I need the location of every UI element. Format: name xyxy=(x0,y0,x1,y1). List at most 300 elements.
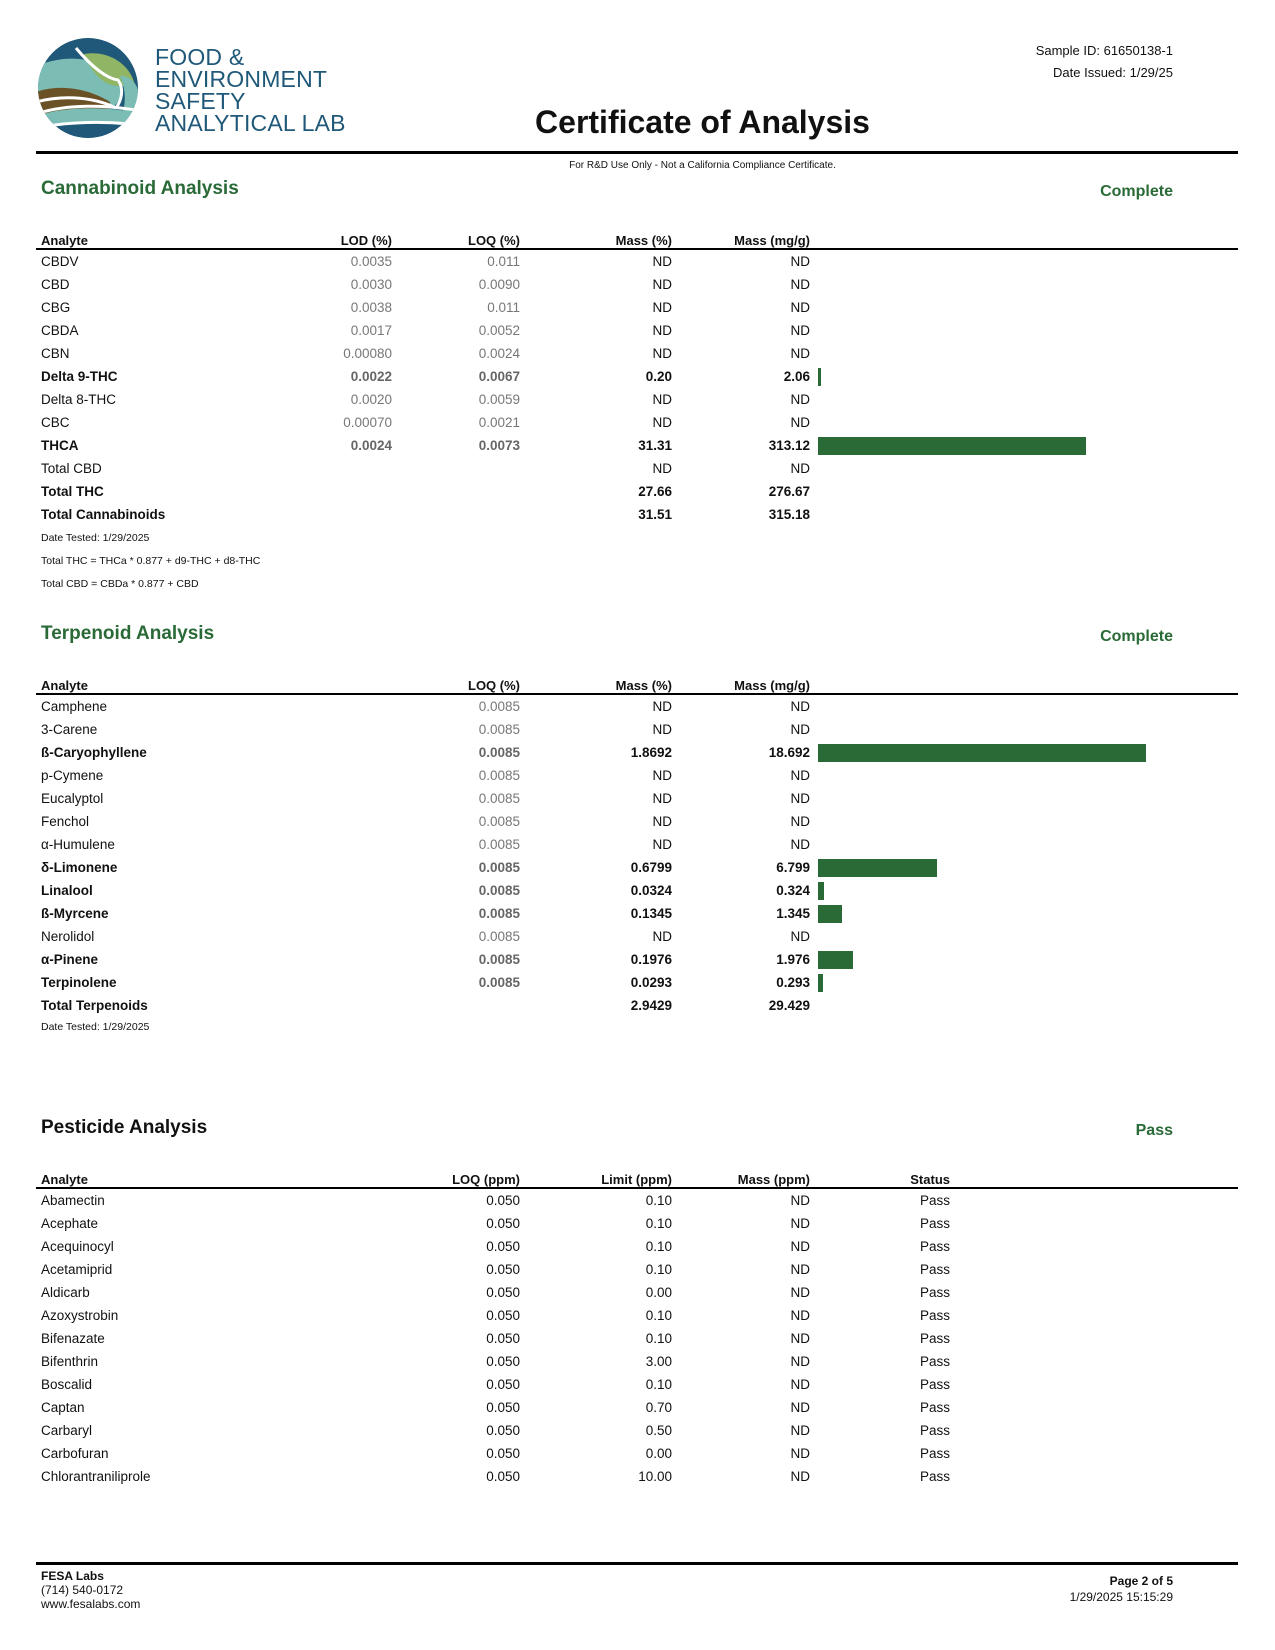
bar-cell xyxy=(810,833,1238,856)
pesticide-section-title: Pesticide Analysis xyxy=(41,1117,208,1138)
bar-cell xyxy=(810,273,1238,296)
table-cell: ND xyxy=(652,346,672,361)
logo-line: SAFETY xyxy=(155,88,246,114)
table-cell: ND xyxy=(652,277,672,292)
table-cell: 313.12 xyxy=(768,438,810,453)
table-cell: Pass xyxy=(919,1469,950,1484)
table-cell: Pass xyxy=(919,1285,950,1300)
footer-website: www.fesalabs.com xyxy=(41,1597,141,1611)
table-row xyxy=(36,787,1238,810)
table-cell: 0.050 xyxy=(486,1469,520,1484)
table-cell: Chlorantraniliprole xyxy=(41,1469,151,1484)
footer-divider xyxy=(36,1562,1238,1565)
table-cell: 0.1976 xyxy=(630,952,672,967)
table-row xyxy=(36,480,1238,503)
table-cell: Total Cannabinoids xyxy=(41,507,166,522)
col-header: Mass (mg/g) xyxy=(672,673,810,694)
table-cell: ND xyxy=(790,323,810,338)
bar-cell xyxy=(810,879,1238,902)
table-cell: 0.050 xyxy=(486,1423,520,1438)
table-cell: ND xyxy=(790,392,810,407)
footer-phone: (714) 540-0172 xyxy=(41,1583,124,1597)
table-cell: 6.799 xyxy=(776,860,810,875)
table-cell: Pass xyxy=(919,1239,950,1254)
table-cell: ND xyxy=(790,346,810,361)
table-row xyxy=(36,948,1238,971)
table-cell xyxy=(950,1212,1238,1235)
table-cell: ND xyxy=(790,461,810,476)
disclaimer: For R&D Use Only - Not a California Compliance Certificate. xyxy=(569,160,836,171)
table-cell: ND xyxy=(652,300,672,315)
table-cell: ND xyxy=(790,415,810,430)
table-row xyxy=(36,296,1238,319)
table-row xyxy=(36,1327,1238,1350)
footer-page-info xyxy=(1070,1573,1173,1605)
col-header: LOD (%) xyxy=(286,228,392,249)
table-cell: Carbofuran xyxy=(41,1446,109,1461)
table-cell: 10.00 xyxy=(638,1469,672,1484)
page-number: Page 2 of 5 xyxy=(1109,1574,1173,1588)
table-row xyxy=(36,319,1238,342)
table-cell: 0.293 xyxy=(776,975,810,990)
table-cell: ß-Myrcene xyxy=(41,906,109,921)
table-cell: 27.66 xyxy=(638,484,672,499)
table-cell xyxy=(392,480,520,503)
table-cell xyxy=(392,994,520,1017)
table-cell: 0.0038 xyxy=(350,300,392,315)
table-cell: 0.0024 xyxy=(478,346,520,361)
bar-cell xyxy=(810,994,1238,1017)
table-cell: Total THC xyxy=(41,484,104,499)
table-cell: Carbaryl xyxy=(41,1423,93,1438)
table-cell: 0.0059 xyxy=(478,392,520,407)
table-cell: 0.50 xyxy=(645,1423,672,1438)
table-row xyxy=(36,925,1238,948)
table-cell: ND xyxy=(790,1446,810,1461)
bar-cell xyxy=(810,411,1238,434)
mass-bar xyxy=(818,368,821,386)
table-cell: 0.6799 xyxy=(630,860,672,875)
table-cell: ND xyxy=(790,1331,810,1346)
col-header: Mass (%) xyxy=(520,228,672,249)
date-tested: Date Tested: 1/29/2025 xyxy=(41,532,150,544)
bar-cell xyxy=(810,810,1238,833)
table-cell: 0.0073 xyxy=(478,438,520,453)
table-cell: 0.0067 xyxy=(478,369,520,384)
table-cell: ND xyxy=(790,791,810,806)
table-row xyxy=(36,718,1238,741)
table-cell: 0.0085 xyxy=(478,768,520,783)
bar-cell xyxy=(810,925,1238,948)
table-cell: 0.0021 xyxy=(478,415,520,430)
table-cell: ND xyxy=(652,722,672,737)
table-cell: 0.0090 xyxy=(478,277,520,292)
table-cell xyxy=(950,1327,1238,1350)
table-cell: 0.050 xyxy=(486,1262,520,1277)
table-cell: 276.67 xyxy=(768,484,810,499)
table-cell: 29.429 xyxy=(768,998,810,1013)
table-cell: CBDV xyxy=(41,254,79,269)
table-cell: Pass xyxy=(919,1354,950,1369)
table-row xyxy=(36,856,1238,879)
table-cell xyxy=(286,503,392,526)
table-cell: ND xyxy=(652,392,672,407)
table-cell: 0.00 xyxy=(645,1446,672,1461)
table-cell: ND xyxy=(790,929,810,944)
table-cell: ND xyxy=(652,323,672,338)
table-row xyxy=(36,249,1238,273)
table-cell: 315.18 xyxy=(768,507,810,522)
table-cell xyxy=(950,1465,1238,1488)
table-cell: 3.00 xyxy=(645,1354,672,1369)
table-cell: 0.0324 xyxy=(630,883,672,898)
table-cell: CBD xyxy=(41,277,70,292)
bar-cell xyxy=(810,319,1238,342)
bar-cell xyxy=(810,296,1238,319)
mass-bar xyxy=(818,859,937,877)
table-cell xyxy=(392,457,520,480)
pesticide-table xyxy=(36,1167,1238,1488)
table-cell: 0.050 xyxy=(486,1193,520,1208)
table-cell: Pass xyxy=(919,1216,950,1231)
table-row xyxy=(36,388,1238,411)
bar-cell xyxy=(810,948,1238,971)
table-cell: 0.0085 xyxy=(478,699,520,714)
cannabinoid-notes xyxy=(41,527,260,596)
sample-info xyxy=(1036,40,1173,84)
table-cell xyxy=(950,1373,1238,1396)
table-cell: ND xyxy=(790,837,810,852)
table-cell: 0.0020 xyxy=(350,392,392,407)
bar-cell xyxy=(810,503,1238,526)
col-header: Limit (ppm) xyxy=(520,1167,672,1188)
table-cell: ND xyxy=(652,791,672,806)
bar-cell xyxy=(810,694,1238,718)
table-cell: Delta 8-THC xyxy=(41,392,117,407)
table-cell: ND xyxy=(790,814,810,829)
bar-cell xyxy=(810,787,1238,810)
table-row xyxy=(36,365,1238,388)
table-cell: Total CBD xyxy=(41,461,102,476)
table-row xyxy=(36,1396,1238,1419)
col-header: Mass (%) xyxy=(520,673,672,694)
table-cell: 0.10 xyxy=(645,1331,672,1346)
bar-cell xyxy=(810,249,1238,273)
table-row xyxy=(36,971,1238,994)
table-cell: ND xyxy=(790,1400,810,1415)
table-cell: Eucalyptol xyxy=(41,791,104,806)
cannabinoid-status: Complete xyxy=(1100,183,1173,200)
table-cell xyxy=(286,480,392,503)
bar-cell xyxy=(810,718,1238,741)
table-cell: 0.0085 xyxy=(478,745,520,760)
table-row xyxy=(36,1304,1238,1327)
table-cell: ND xyxy=(790,1239,810,1254)
table-cell: 0.0035 xyxy=(350,254,392,269)
table-cell xyxy=(950,1350,1238,1373)
total-thc-formula: Total THC = THCa * 0.877 + d9-THC + d8-THC xyxy=(41,555,261,567)
table-cell: Acequinocyl xyxy=(41,1239,114,1254)
table-cell: p-Cymene xyxy=(41,768,104,783)
table-row xyxy=(36,879,1238,902)
mass-bar xyxy=(818,882,824,900)
table-cell: Captan xyxy=(41,1400,85,1415)
table-row xyxy=(36,1188,1238,1212)
col-header: Analyte xyxy=(36,1167,356,1188)
table-row xyxy=(36,1281,1238,1304)
table-cell: ND xyxy=(790,768,810,783)
table-cell: Abamectin xyxy=(41,1193,105,1208)
table-cell: Acetamiprid xyxy=(41,1262,113,1277)
logo-line: ANALYTICAL LAB xyxy=(155,110,346,136)
table-cell: ND xyxy=(790,1285,810,1300)
table-cell: CBN xyxy=(41,346,70,361)
table-cell: ND xyxy=(790,1193,810,1208)
header-divider xyxy=(36,151,1238,154)
table-cell: 0.0085 xyxy=(478,952,520,967)
table-cell: 0.050 xyxy=(486,1331,520,1346)
table-row xyxy=(36,273,1238,296)
table-cell xyxy=(950,1419,1238,1442)
table-cell: ND xyxy=(790,722,810,737)
bar-cell xyxy=(810,457,1238,480)
logo-line: ENVIRONMENT xyxy=(155,66,328,92)
table-cell: 2.06 xyxy=(783,369,810,384)
table-row xyxy=(36,411,1238,434)
table-cell: ND xyxy=(652,699,672,714)
table-cell: 31.51 xyxy=(638,507,672,522)
table-cell: 0.050 xyxy=(486,1285,520,1300)
table-cell: Acephate xyxy=(41,1216,99,1231)
col-header: LOQ (%) xyxy=(392,228,520,249)
table-cell: Nerolidol xyxy=(41,929,95,944)
table-cell: Pass xyxy=(919,1446,950,1461)
table-cell: 0.0085 xyxy=(478,722,520,737)
table-cell: 0.050 xyxy=(486,1446,520,1461)
table-cell: 0.0085 xyxy=(478,837,520,852)
table-cell: Aldicarb xyxy=(41,1285,90,1300)
table-cell: α-Pinene xyxy=(41,952,99,967)
table-cell: ND xyxy=(790,1377,810,1392)
table-row xyxy=(36,1350,1238,1373)
table-cell: 0.324 xyxy=(776,883,810,898)
cannabinoid-section-title: Cannabinoid Analysis xyxy=(41,178,239,199)
table-cell: Bifenthrin xyxy=(41,1354,99,1369)
mass-bar xyxy=(818,744,1146,762)
table-cell: α-Humulene xyxy=(41,837,115,852)
table-cell: Pass xyxy=(919,1331,950,1346)
table-cell: 0.050 xyxy=(486,1308,520,1323)
table-cell: 0.0085 xyxy=(478,929,520,944)
table-cell: ND xyxy=(652,254,672,269)
table-header-row xyxy=(36,673,1238,694)
table-cell: 1.8692 xyxy=(630,745,672,760)
table-cell: CBC xyxy=(41,415,70,430)
table-row xyxy=(36,810,1238,833)
table-cell: THCA xyxy=(41,438,79,453)
bar-cell xyxy=(810,388,1238,411)
mass-bar xyxy=(818,437,1086,455)
col-header: Mass (mg/g) xyxy=(672,228,810,249)
bar-cell xyxy=(810,741,1238,764)
bar-cell xyxy=(810,764,1238,787)
table-cell xyxy=(286,457,392,480)
table-cell: 0.0022 xyxy=(350,369,392,384)
bar-cell xyxy=(810,971,1238,994)
table-cell: ND xyxy=(790,699,810,714)
terpenoid-table xyxy=(36,673,1238,1017)
mass-bar xyxy=(818,905,842,923)
table-cell xyxy=(950,1188,1238,1212)
col-header-bar xyxy=(810,673,1238,694)
table-cell: Azoxystrobin xyxy=(41,1308,119,1323)
table-row xyxy=(36,1258,1238,1281)
table-row xyxy=(36,342,1238,365)
terpenoid-status: Complete xyxy=(1100,628,1173,645)
table-cell: Pass xyxy=(919,1308,950,1323)
table-cell: ND xyxy=(652,415,672,430)
table-cell: 0.0017 xyxy=(350,323,392,338)
table-cell xyxy=(950,1281,1238,1304)
table-cell: 0.050 xyxy=(486,1239,520,1254)
table-row xyxy=(36,434,1238,457)
table-cell: Total Terpenoids xyxy=(41,998,148,1013)
table-cell: 0.011 xyxy=(487,254,520,269)
table-row xyxy=(36,994,1238,1017)
table-cell: 0.00070 xyxy=(343,415,392,430)
col-header: Mass (ppm) xyxy=(672,1167,810,1188)
table-cell: ND xyxy=(652,461,672,476)
table-cell: 0.050 xyxy=(486,1354,520,1369)
table-cell xyxy=(950,1442,1238,1465)
table-row xyxy=(36,833,1238,856)
table-cell: CBDA xyxy=(41,323,79,338)
logo-line: FOOD & xyxy=(155,44,245,70)
table-cell: Pass xyxy=(919,1262,950,1277)
table-cell: ND xyxy=(790,1469,810,1484)
table-row xyxy=(36,741,1238,764)
table-cell: Camphene xyxy=(41,699,108,714)
table-cell: Linalool xyxy=(41,883,93,898)
table-cell: ND xyxy=(790,1423,810,1438)
table-cell xyxy=(950,1258,1238,1281)
table-cell: 0.0085 xyxy=(478,906,520,921)
sample-id: Sample ID: 61650138-1 xyxy=(1035,43,1173,58)
footer-contact xyxy=(41,1569,140,1611)
table-cell: 0.0052 xyxy=(478,323,520,338)
table-cell: Terpinolene xyxy=(41,975,117,990)
table-row xyxy=(36,764,1238,787)
col-header: Status xyxy=(810,1167,950,1188)
bar-cell xyxy=(810,856,1238,879)
table-cell: CBG xyxy=(41,300,71,315)
table-cell: 0.10 xyxy=(645,1239,672,1254)
table-cell: 0.00080 xyxy=(343,346,392,361)
table-cell: 3-Carene xyxy=(41,722,98,737)
table-cell xyxy=(392,503,520,526)
table-cell xyxy=(950,1235,1238,1258)
table-cell: ND xyxy=(652,837,672,852)
table-cell: ND xyxy=(652,814,672,829)
table-cell: 0.050 xyxy=(486,1377,520,1392)
table-cell: Pass xyxy=(919,1193,950,1208)
table-cell: ND xyxy=(790,254,810,269)
table-cell: 0.0293 xyxy=(630,975,672,990)
table-cell: 0.00 xyxy=(645,1285,672,1300)
table-cell: ND xyxy=(652,929,672,944)
table-cell: 18.692 xyxy=(768,745,810,760)
table-cell: 0.0030 xyxy=(350,277,392,292)
table-cell: Bifenazate xyxy=(41,1331,105,1346)
table-cell: ND xyxy=(790,300,810,315)
table-cell: 0.0085 xyxy=(478,814,520,829)
table-row xyxy=(36,457,1238,480)
table-cell: 0.050 xyxy=(486,1400,520,1415)
table-cell: ND xyxy=(790,1354,810,1369)
footer-timestamp: 1/29/2025 15:15:29 xyxy=(1069,1590,1173,1604)
table-row xyxy=(36,1235,1238,1258)
table-cell: 0.1345 xyxy=(630,906,672,921)
footer-company: FESA Labs xyxy=(41,1569,104,1583)
table-cell: 0.0085 xyxy=(478,883,520,898)
date-issued: Date Issued: 1/29/25 xyxy=(1053,65,1173,80)
table-cell xyxy=(950,1396,1238,1419)
terpenoid-notes xyxy=(41,1016,149,1039)
table-cell: 0.0024 xyxy=(350,438,392,453)
col-header: Analyte xyxy=(36,228,286,249)
table-row xyxy=(36,902,1238,925)
table-cell xyxy=(950,1304,1238,1327)
table-cell: 31.31 xyxy=(638,438,672,453)
table-cell: ND xyxy=(790,277,810,292)
col-header-bar xyxy=(810,228,1238,249)
table-cell: 2.9429 xyxy=(630,998,672,1013)
table-cell: 0.050 xyxy=(486,1216,520,1231)
table-row xyxy=(36,503,1238,526)
bar-cell xyxy=(810,365,1238,388)
table-cell: Boscalid xyxy=(41,1377,93,1392)
table-cell: ND xyxy=(790,1216,810,1231)
table-cell: 0.10 xyxy=(645,1193,672,1208)
table-cell: ND xyxy=(790,1308,810,1323)
total-cbd-formula: Total CBD = CBDa * 0.877 + CBD xyxy=(41,578,199,590)
table-row xyxy=(36,694,1238,718)
table-cell: Delta 9-THC xyxy=(41,369,118,384)
table-cell: 0.70 xyxy=(645,1400,672,1415)
table-cell: Pass xyxy=(919,1423,950,1438)
mass-bar xyxy=(818,951,853,969)
table-header-row xyxy=(36,228,1238,249)
table-cell: 0.10 xyxy=(645,1308,672,1323)
table-cell: 0.10 xyxy=(645,1377,672,1392)
col-header: Analyte xyxy=(36,673,392,694)
table-cell: ND xyxy=(652,768,672,783)
col-header: LOQ (ppm) xyxy=(356,1167,520,1188)
table-cell: ND xyxy=(790,1262,810,1277)
table-cell: 0.0085 xyxy=(478,975,520,990)
table-cell: Pass xyxy=(919,1400,950,1415)
cannabinoid-table xyxy=(36,228,1238,526)
table-cell: 0.10 xyxy=(645,1262,672,1277)
col-header: LOQ (%) xyxy=(392,673,520,694)
table-cell: 0.0085 xyxy=(478,791,520,806)
table-cell: 0.011 xyxy=(487,300,520,315)
table-cell: 0.20 xyxy=(645,369,672,384)
table-cell: 1.345 xyxy=(776,906,810,921)
date-tested: Date Tested: 1/29/2025 xyxy=(41,1021,150,1033)
col-header-blank xyxy=(950,1167,1238,1188)
table-cell: Fenchol xyxy=(41,814,90,829)
